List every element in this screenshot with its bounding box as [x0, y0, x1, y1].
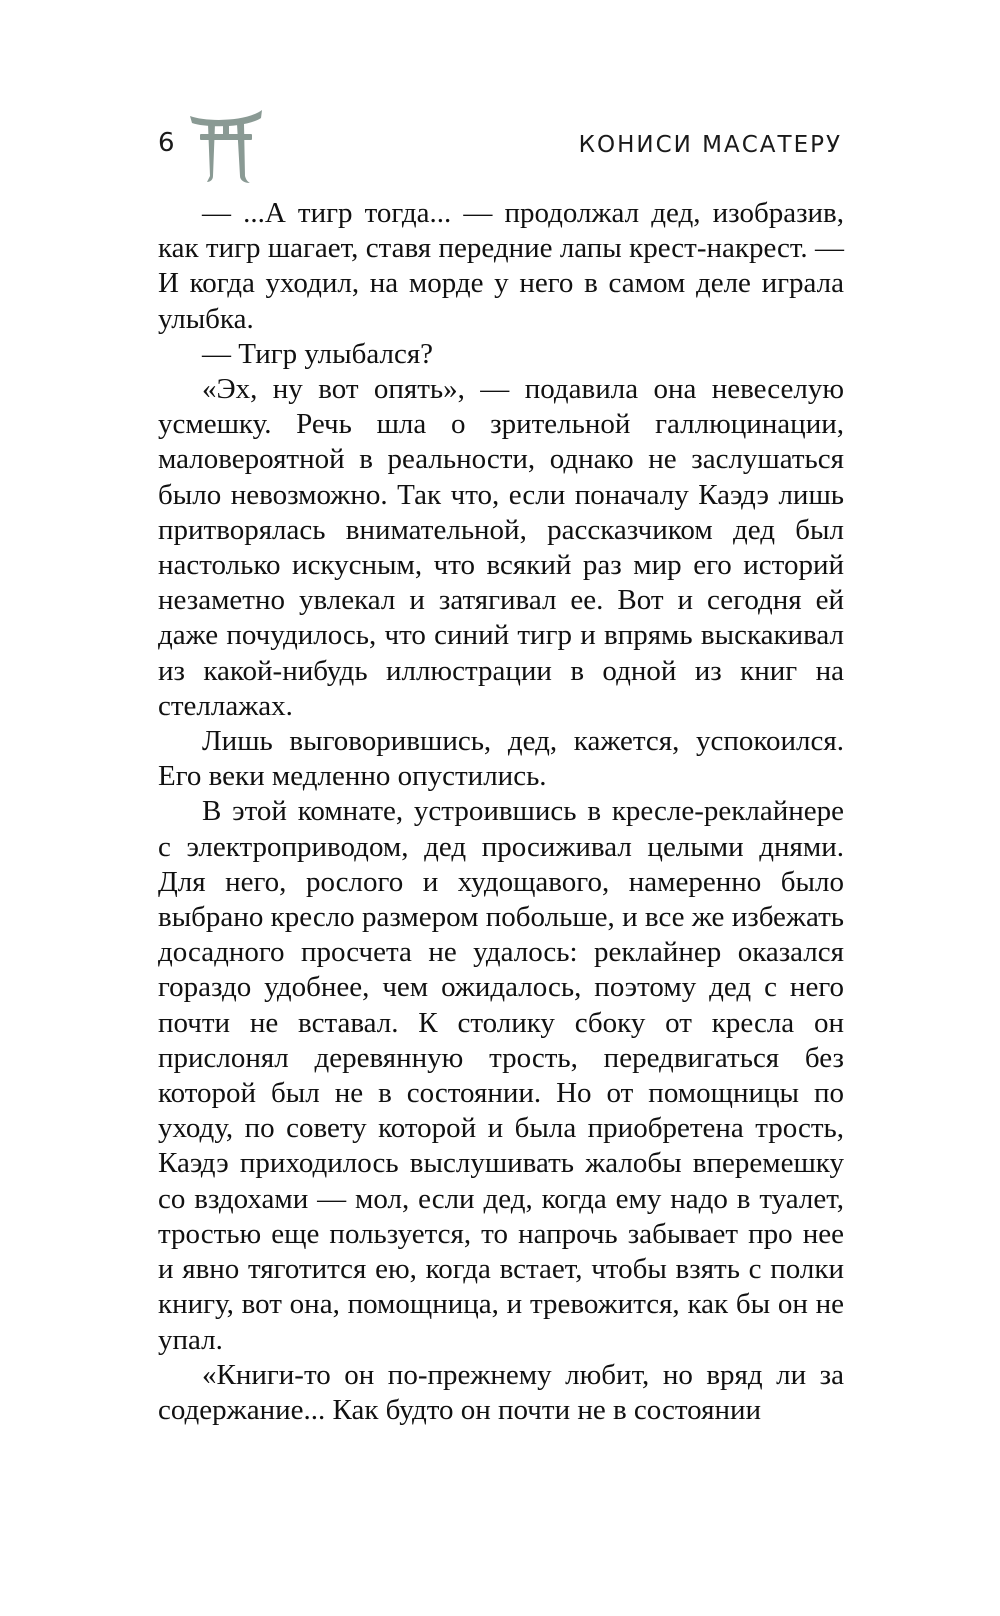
torii-gate-icon — [188, 106, 264, 184]
paragraph: — Тигр улыбался? — [202, 337, 434, 370]
page-number: 6 — [158, 128, 175, 158]
page-header — [0, 0, 1000, 200]
paragraph: — ...А тигр тогда... — продолжал дед, изобразив, как тигр шагает, ставя передние лапы крест-накрест. — И когда уходил, на морде у него в самом деле играла улыбка. — [158, 197, 844, 335]
paragraph: В этой комнате, устроившись в кресле-реклайнере с электроприводом, дед просиживал целыми днями. Для него, рослого и худощавого, намеренно было выбрано кресло размером побольше, и все же избежать досадного просчета не удалось: реклайнер оказался гораздо удобнее, чем ожидалось, поэтому дед с него почти не вставал. К столику сбоку от кресла он прислонял деревянную трость, передвигаться без которой был не в состоянии. Но от помощницы по уходу, по совету которой и была приобретена трость, Каэдэ приходилось выслушивать жалобы вперемешку со вздохами — мол, если дед, когда ему надо в туалет, тростью еще пользуется, то напрочь забывает про нее и явно тяготится ею, когда встает, чтобы взять с полки книгу, вот она, помощница, и тревожится, как бы он не упал. — [158, 795, 844, 1356]
body-text — [158, 196, 844, 1428]
running-title: КОНИСИ МАСАТЕРУ — [578, 132, 842, 158]
paragraph: «Книги-то он по-прежнему любит, но вряд ли за содержание... Как будто он почти не в состоянии — [158, 1358, 844, 1426]
paragraph: Лишь выговорившись, дед, кажется, успокоился. Его веки медленно опустились. — [158, 725, 844, 793]
paragraph: «Эх, ну вот опять», — подавила она невеселую усмешку. Речь шла о зрительной галлюцинации, маловероятной в реальности, однако не заслушаться было невозможно. Так что, если поначалу Каэдэ лишь притворялась внимательной, рассказчиком дед был настолько искусным, что всякий раз мир его историй незаметно увлекал и затягивал ее. Вот и сегодня ей даже почудилось, что синий тигр и впрямь выскакивал из какой-нибудь иллюстрации в одной из книг на стеллажах. — [158, 373, 844, 722]
